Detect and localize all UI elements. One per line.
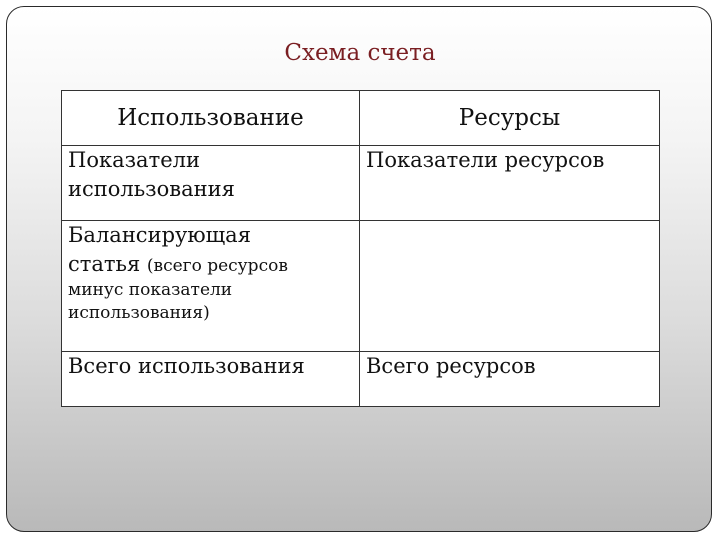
table-row — [62, 146, 660, 221]
balancing-item-note-start: (всего ресурсов — [146, 256, 288, 276]
cell-total-resources: Всего ресурсов — [360, 352, 660, 407]
cell-empty — [360, 221, 660, 352]
cell-usage-indicators: Показатели использования — [62, 146, 360, 221]
cell-balancing-item — [62, 221, 360, 352]
balancing-item-main: Балансирующая статья — [68, 223, 251, 276]
header-resources: Ресурсы — [360, 91, 660, 146]
cell-resource-indicators: Показатели ресурсов — [360, 146, 660, 221]
balancing-item-note-rest: минус показатели использования) — [68, 280, 233, 323]
header-usage: Использование — [62, 91, 360, 146]
table-row — [62, 221, 660, 352]
table-row — [62, 352, 660, 407]
balancing-item-label — [68, 221, 298, 279]
slide-title: Схема счета — [284, 40, 436, 66]
table-header-row — [62, 91, 660, 146]
account-scheme-table — [61, 90, 660, 407]
cell-total-usage: Всего использования — [62, 352, 360, 407]
